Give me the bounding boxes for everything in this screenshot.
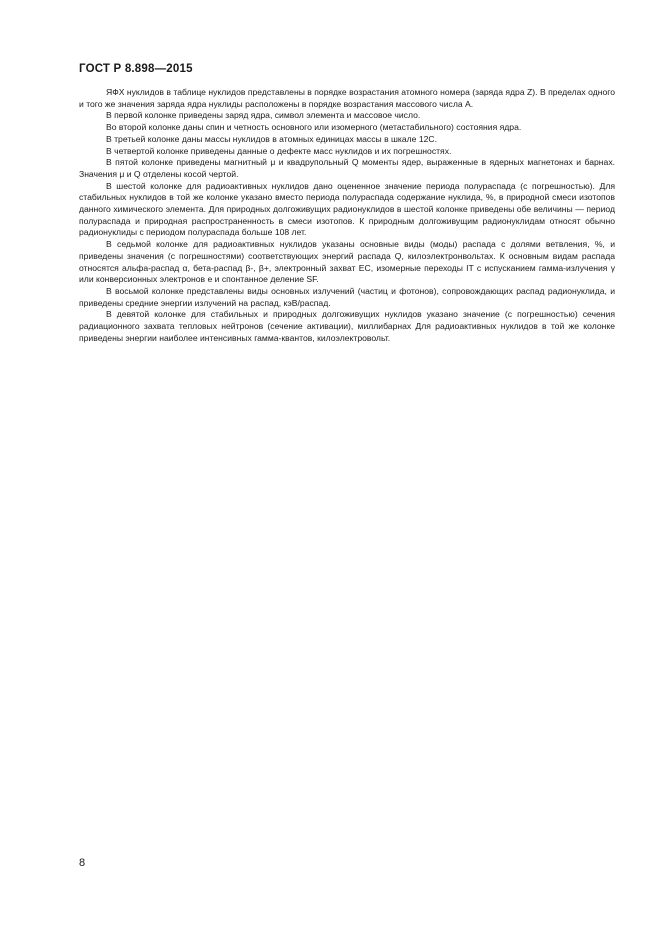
paragraph: В восьмой колонке представлены виды основных излучений (частиц и фотонов), сопровождающих распад радионуклида, и приведены средние энергии излучений на распад, кэВ/распад. xyxy=(79,285,615,308)
paragraph: Во второй колонке даны спин и четность основного или изомерного (метастабильного) состояния ядра. xyxy=(106,122,522,133)
paragraph: В первой колонке приведены заряд ядра, символ элемента и массовое число. xyxy=(106,110,421,121)
paragraph: В пятой колонке приведены магнитный μ и квадрупольный Q моменты ядер, выраженные в ядерных магнетонах и барнах. Значения μ и Q отделены косой чертой. xyxy=(79,157,615,179)
page-number: 8 xyxy=(79,857,86,869)
body-text xyxy=(79,87,615,344)
paragraph: В седьмой колонке для радиоактивных нуклидов указаны основные виды (моды) распада с долями ветвления, %, и приведены значения (с погрешностями) соответствующих энергий распада Q, килоэлектронвольтах. К основным видам распада относятся альфа-распад α, бета-распад β-, β+, электронный захват ЕС, изомерные переходы IT с испусканием гамма-излучения γ или конверсионных электронов е и спонтанное деление SF. xyxy=(79,239,615,285)
paragraph: В третьей колонке даны массы нуклидов в атомных единицах массы в шкале 12C. xyxy=(106,133,437,144)
paragraph: В девятой колонке для стабильных и природных долгоживущих нуклидов указано значение (с погрешностью) сечения радиационного захвата тепловых нейтронов (сечение активации), миллибарнах Для радиоактивных нуклидов в той же колонке приведены энергии наиболее интенсивных гамма-квантов, килоэлектровольт. xyxy=(79,309,615,343)
paragraph: ЯФХ нуклидов в таблице нуклидов представлены в порядке возрастания атомного номера (заряда ядра Z). В пределах одного и того же значения заряда ядра нуклиды расположены в порядке возрастания массового числа A. xyxy=(79,87,615,109)
standard-header: ГОСТ Р 8.898—2015 xyxy=(79,63,193,75)
paragraph: В шестой колонке для радиоактивных нуклидов дано оцененное значение периода полураспада (с погрешностью). Для стабильных нуклидов в той же колонке указано вместо периода полураспада содержание нуклида, %, в природной смеси изотопов данного химического элемента. Для природных долгоживущих радионуклидов в шестой колонке приведены обе величины — период полураспада и природная распространенность в смеси изотопов. К природным долгоживущим радионуклидам относят обычно радионуклиды с периодом полураспада больше 108 лет. xyxy=(79,180,615,238)
paragraph: В четвертой колонке приведены данные о дефекте масс нуклидов и их погрешностях. xyxy=(106,145,452,156)
